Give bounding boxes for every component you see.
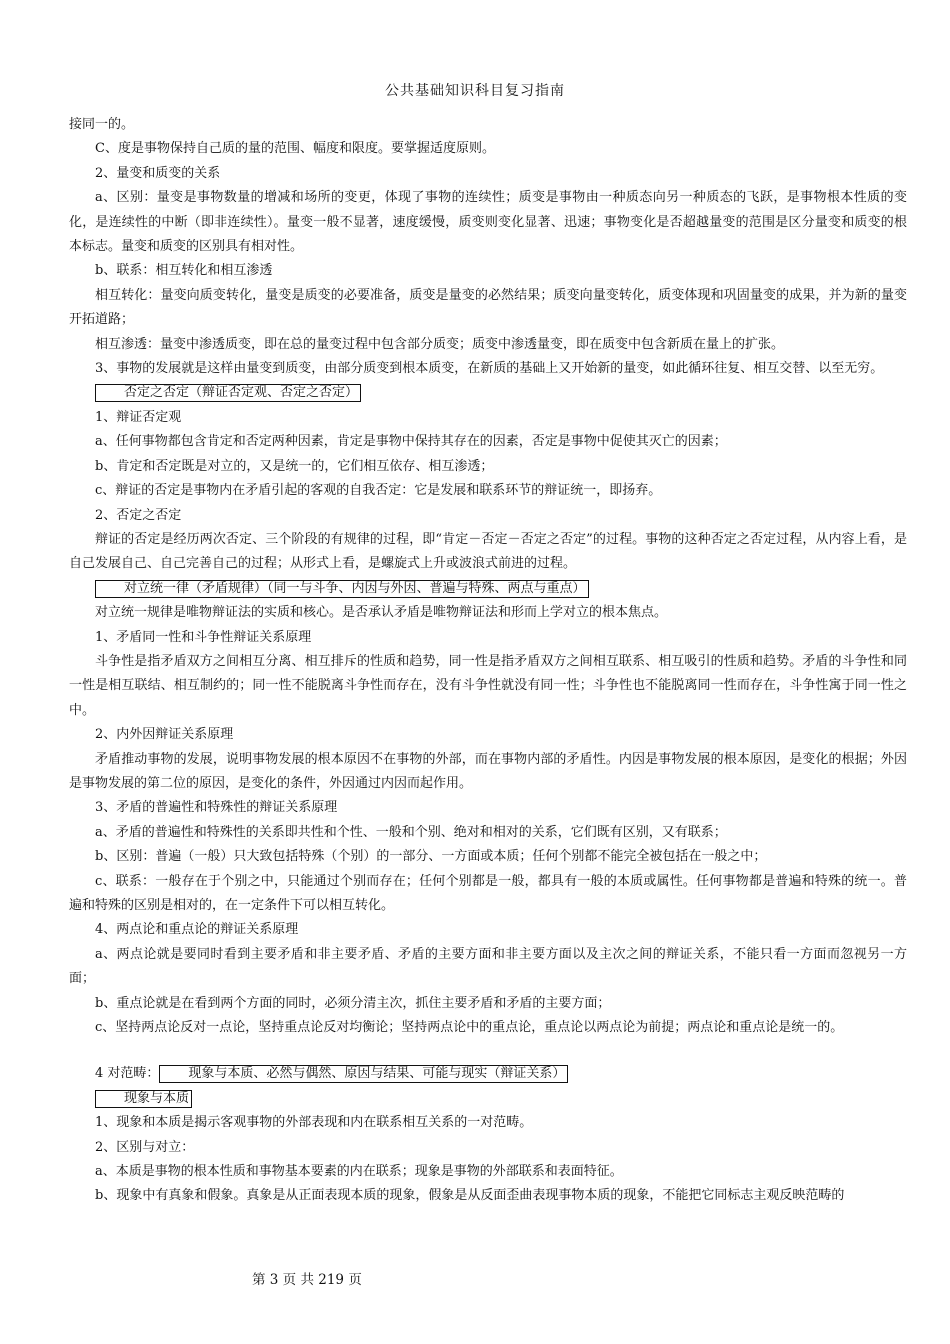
section-heading: 2、内外因辩证关系原理 (95, 727, 234, 743)
boxed-heading-row (69, 577, 907, 601)
paragraph: b、重点论就是在看到两个方面的同时，必须分清主次，抓住主要矛盾和矛盾的主要方面； (95, 995, 611, 1011)
paragraph: b、肯定和否定既是对立的，又是统一的，它们相互依存、相互渗透； (95, 458, 494, 474)
section-heading: 1、矛盾同一性和斗争性辩证关系原理 (95, 629, 312, 645)
paragraph: c、辩证的否定是事物内在矛盾引起的客观的自我否定：它是发展和联系环节的辩证统一，即扬弃。 (95, 483, 662, 499)
paragraph: a、矛盾的普遍性和特殊性的关系即共性和个性、一般和个别、绝对和相对的关系，它们既有区别，又有联系； (95, 824, 727, 840)
boxed-heading-phenomenon: 现象与本质 (95, 1090, 192, 1108)
page-header-title: 公共基础知识科目复习指南 (385, 83, 565, 99)
paragraph: 接同一的。 (69, 117, 135, 132)
paragraph: 相互渗透：量变中渗透质变，即在总的量变过程中包含部分质变；质变中渗透量变，即在质变中包含新质在量上的扩张。 (95, 336, 785, 352)
section-heading: 4、两点论和重点论的辩证关系原理 (95, 922, 299, 938)
paragraph: b、联系：相互转化和相互渗透 (95, 263, 273, 279)
section-heading: 2、量变和质变的关系 (95, 165, 221, 181)
paragraph: a、两点论就是要同时看到主要矛盾和非主要矛盾、矛盾的主要方面和非主要方面以及主次之间的辩证关系，不能只看一方面而忽视另一方面； (69, 946, 907, 987)
paragraph: 矛盾推动事物的发展，说明事物发展的根本原因不在事物的外部，而在事物内部的矛盾性。内因是事物发展的根本原因，是变化的根据；外因是事物发展的第二位的原因，是变化的条件，外因通过内因而起作用。 (69, 751, 907, 791)
boxed-heading-row (69, 1087, 907, 1111)
categories-heading-row (69, 1062, 907, 1086)
paragraph: C、度是事物保持自己质的量的范围、幅度和限度。要掌握适度原则。 (95, 141, 495, 157)
boxed-heading-categories: 现象与本质、必然与偶然、原因与结果、可能与现实（辩证关系） (159, 1065, 568, 1083)
paragraph: 辩证的否定是经历两次否定、三个阶段的有规律的过程，即“肯定－否定－否定之否定”的过程。事物的这种否定之否定过程，从内容上看，是自己发展自己、自己完善自己的过程；从形式上看，是螺旋式上升或波浪式前进的过程。 (69, 531, 907, 572)
section-heading: 2、区别与对立： (95, 1139, 195, 1155)
paragraph: 3、事物的发展就是这样由量变到质变，由部分质变到根本质变，在新质的基础上又开始新的量变，如此循环往复、相互交替、以至无穷。 (95, 361, 884, 377)
boxed-heading-negation: 否定之否定（辩证否定观、否定之否定） (95, 384, 361, 402)
paragraph: 斗争性是指矛盾双方之间相互分离、相互排斥的性质和趋势，同一性是指矛盾双方之间相互联系、相互吸引的性质和趋势。矛盾的斗争性和同一性是相互联结、相互制约的；同一性不能脱离斗争性而存在，没有斗争性就没有同一性；斗争性也不能脱离同一性而存在，斗争性寓于同一性之中。 (69, 653, 907, 718)
spacer (69, 1040, 907, 1062)
paragraph: 相互转化：量变向质变转化，量变是质变的必要准备，质变是量变的必然结果；质变向量变转化，质变体现和巩固量变的成果，并为新的量变开拓道路； (69, 287, 907, 328)
paragraph: a、区别：量变是事物数量的增减和场所的变更，体现了事物的连续性；质变是事物由一种质态向另一种质态的飞跃，是事物根本性质的变化，是连续性的中断（即非连续性）。量变一般不显著，速度缓慢，质变则变化显著、迅速；事物变化是否超越量变的范围是区分量变和质变的根本标志。量变和质变的区别具有相对性。 (69, 190, 907, 255)
paragraph: 1、现象和本质是揭示客观事物的外部表现和内在联系相互关系的一对范畴。 (95, 1115, 533, 1131)
page-number: 第 3 页 共 219 页 (252, 1272, 362, 1288)
categories-prefix: 4 对范畴： (95, 1066, 160, 1082)
paragraph: b、区别：普遍（一般）只大致包括特殊（个别）的一部分、一方面或本质；任何个别都不能完全被包括在一般之中； (95, 849, 767, 865)
paragraph: c、坚持两点论反对一点论，坚持重点论反对均衡论；坚持两点论中的重点论，重点论以两点论为前提；两点论和重点论是统一的。 (95, 1020, 844, 1036)
paragraph: c、联系：一般存在于个别之中，只能通过个别而存在；任何个别都是一般，都具有一般的本质或属性。任何事物都是普遍和特殊的统一。普遍和特殊的区别是相对的，在一定条件下可以相互转化。 (69, 873, 907, 913)
paragraph: 对立统一规律是唯物辩证法的实质和核心。是否承认矛盾是唯物辩证法和形而上学对立的根本焦点。 (95, 605, 668, 621)
section-heading: 1、辩证否定观 (95, 409, 182, 425)
paragraph: a、本质是事物的根本性质和事物基本要素的内在联系；现象是事物的外部联系和表面特征。 (95, 1164, 623, 1180)
section-heading: 3、矛盾的普遍性和特殊性的辩证关系原理 (95, 800, 338, 816)
section-heading: 2、否定之否定 (95, 507, 182, 523)
boxed-heading-contradiction: 对立统一律（矛盾规律）（同一与斗争、内因与外因、普遍与特殊、两点与重点） (95, 580, 589, 598)
paragraph: b、现象中有真象和假象。真象是从正面表现本质的现象，假象是从反面歪曲表现事物本质的现象，不能把它同标志主观反映范畴的 (95, 1188, 845, 1204)
paragraph: a、任何事物都包含肯定和否定两种因素，肯定是事物中保持其存在的因素，否定是事物中促使其灭亡的因素； (95, 434, 727, 450)
boxed-heading-row (69, 381, 907, 405)
document-body (69, 113, 907, 1209)
